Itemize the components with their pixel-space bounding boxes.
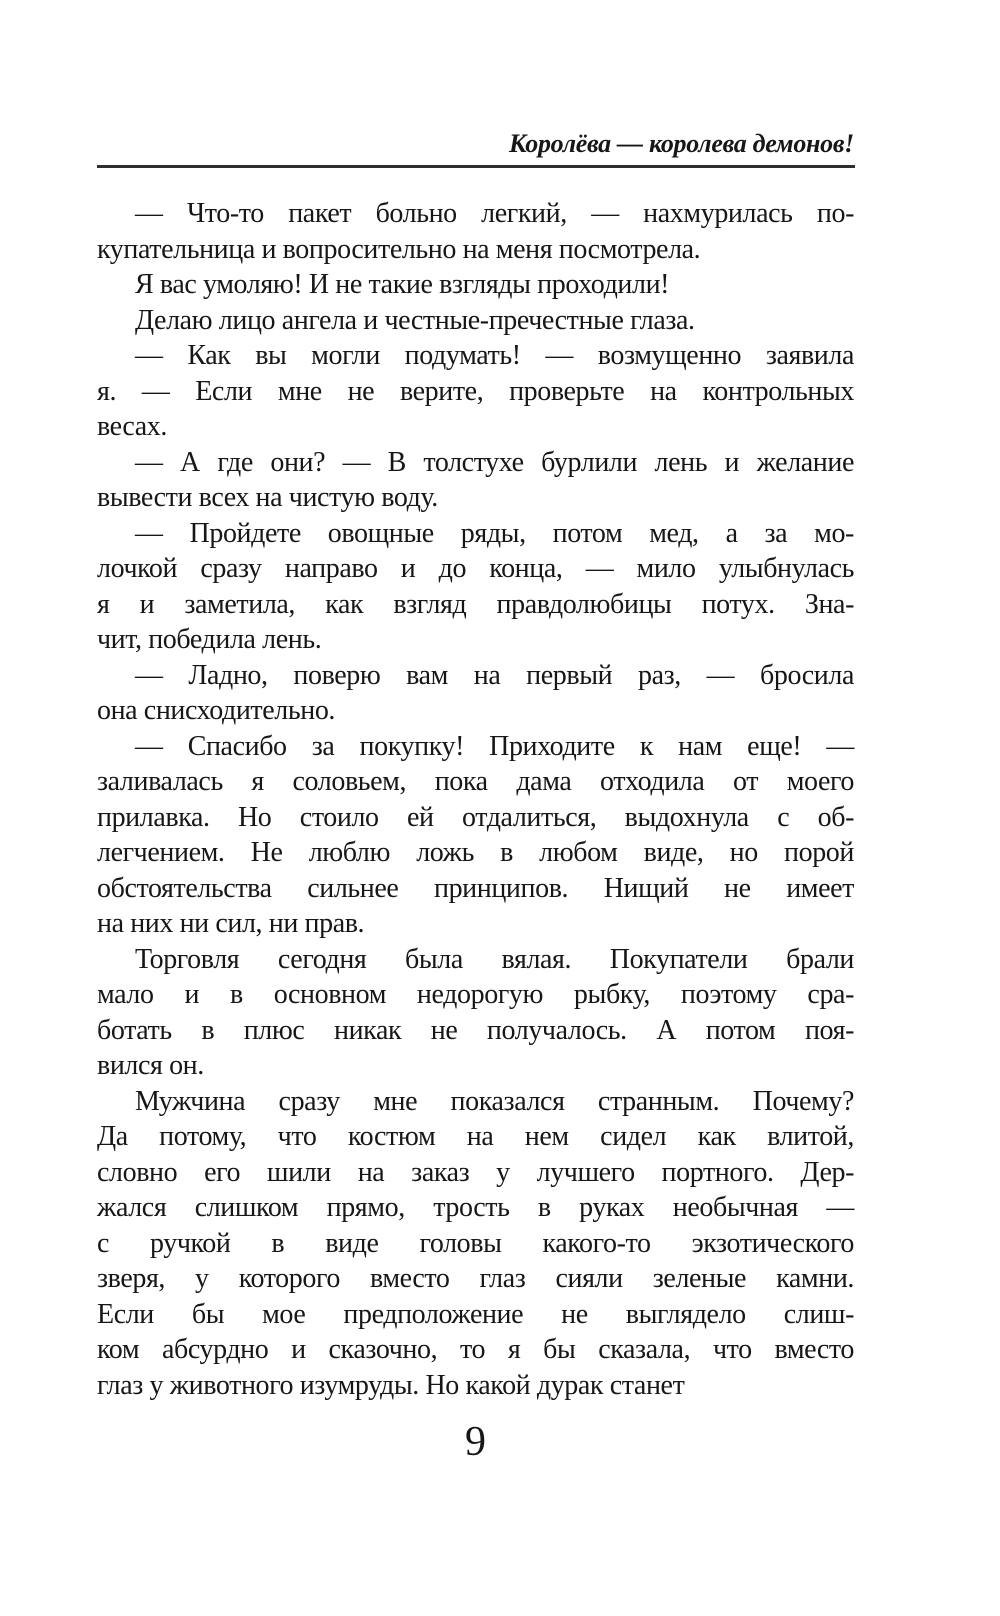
- paragraph: [97, 445, 854, 516]
- text-line: с ручкой в виде головы какого-то экзотического: [97, 1227, 854, 1259]
- text-line: ком абсурдно и сказочно, то я бы сказала, что вместо: [97, 1334, 854, 1365]
- running-header: [97, 130, 854, 158]
- text-line: на них ни сил, ни прав.: [97, 908, 365, 939]
- paragraph: [97, 1084, 854, 1404]
- text-line: я и заметила, как взгляд правдолюбицы потух. Зна-: [97, 588, 854, 620]
- paragraph: [97, 303, 854, 339]
- text-line: заливалась я соловьем, пока дама отходила от моего: [97, 766, 854, 797]
- text-line: глаз у животного изумруды. Но какой дурак станет: [97, 1369, 685, 1401]
- text-line: весах.: [97, 411, 167, 442]
- text-line: купательница и вопросительно на меня посмотрела.: [97, 233, 701, 265]
- running-header-title: Королёва — королева демонов!: [508, 129, 854, 158]
- paragraph: [97, 338, 854, 445]
- body-text: [97, 196, 854, 1403]
- page-number: 9: [465, 1419, 486, 1465]
- text-line: Я вас умоляю! И не такие взгляды проходили!: [135, 269, 670, 300]
- text-line: — Ладно, поверю вам на первый раз, — бросила: [135, 659, 854, 691]
- text-line: легчением. Не люблю ложь в любом виде, но порой: [97, 837, 854, 868]
- text-line: Если бы мое предположение не выглядело слиш-: [97, 1298, 854, 1330]
- text-line: словно его шили на заказ у лучшего портного. Дер-: [97, 1156, 854, 1188]
- text-line: — Спасибо за покупку! Приходите к нам еще! —: [135, 730, 854, 762]
- text-line: Да потому, что костюм на нем сидел как влитой,: [97, 1121, 854, 1152]
- text-line: — А где они? — В толстухе бурлили лень и желание: [135, 446, 854, 478]
- paragraph: [97, 729, 854, 942]
- text-line: я. — Если мне не верите, проверьте на контрольных: [97, 375, 854, 407]
- text-line: Торговля сегодня была вялая. Покупатели брали: [135, 943, 854, 975]
- header-rule: [97, 165, 855, 168]
- text-line: мало и в основном недорогую рыбку, поэтому сра-: [97, 979, 854, 1010]
- paragraph: [97, 196, 854, 267]
- text-line: — Что-то пакет больно легкий, — нахмурилась по-: [135, 198, 854, 229]
- text-line: лочкой сразу направо и до конца, — мило улыбнулась: [97, 553, 854, 584]
- text-line: она снисходительно.: [97, 695, 336, 726]
- text-line: жался слишком прямо, трость в руках необычная —: [97, 1192, 854, 1223]
- paragraph: [97, 658, 854, 729]
- text-line: ботать в плюс никак не получалось. А потом поя-: [97, 1014, 854, 1046]
- text-line: вился он.: [97, 1050, 204, 1081]
- text-line: обстоятельства сильнее принципов. Нищий не имеет: [97, 872, 854, 904]
- text-line: — Пройдете овощные ряды, потом мед, а за мо-: [135, 517, 854, 549]
- paragraph: [97, 516, 854, 658]
- text-line: Мужчина сразу мне показался странным. Почему?: [135, 1085, 854, 1117]
- text-line: зверя, у которого вместо глаз сияли зеленые камни.: [97, 1263, 854, 1294]
- text-line: чит, победила лень.: [97, 624, 322, 655]
- text-line: прилавка. Но стоило ей отдалиться, выдохнула с об-: [97, 801, 854, 833]
- text-line: вывести всех на чистую воду.: [97, 482, 438, 513]
- text-line: — Как вы могли подумать! — возмущенно заявила: [135, 340, 854, 371]
- text-line: Делаю лицо ангела и честные-пречестные глаза.: [135, 304, 695, 336]
- paragraph: [97, 942, 854, 1084]
- paragraph: [97, 267, 854, 303]
